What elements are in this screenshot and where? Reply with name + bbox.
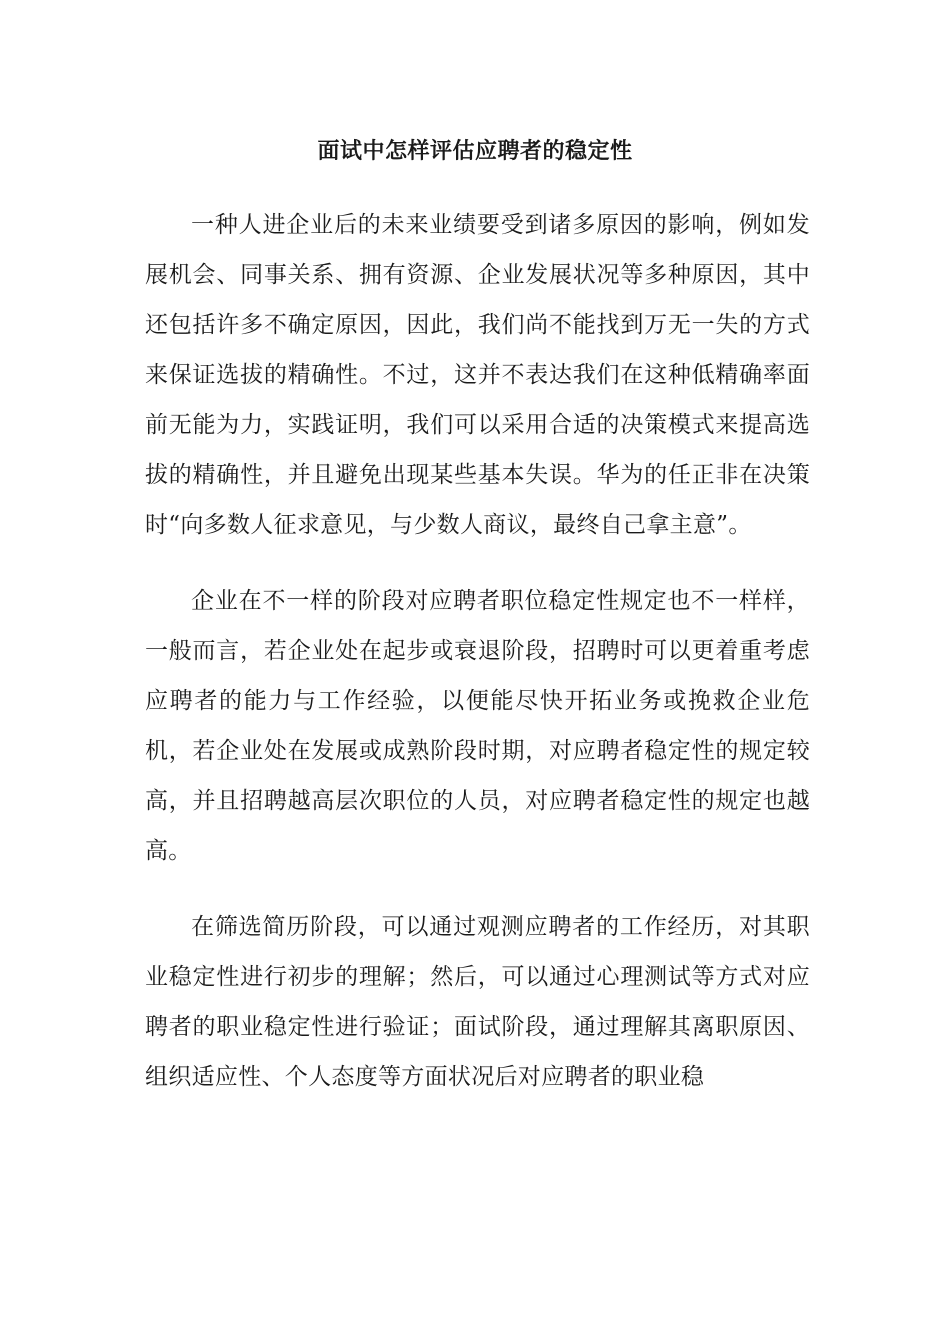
- paragraph-2: 企业在不一样的阶段对应聘者职位稳定性规定也不一样样，一般而言，若企业处在起步或衰退阶段，招聘时可以更着重考虑应聘者的能力与工作经验，以便能尽快开拓业务或挽救企业危机，若企业处在发展或成熟阶段时期，对应聘者稳定性的规定较高，并且招聘越高层次职位的人员，对应聘者稳定性的规定也越高。: [145, 588, 810, 864]
- paragraph-1: 一种人进企业后的未来业绩要受到诸多原因的影响，例如发展机会、同事关系、拥有资源、企业发展状况等多种原因，其中还包括许多不确定原因，因此，我们尚不能找到万无一失的方式来保证选拔的精确性。不过，这并不表达我们在这种低精确率面前无能为力，实践证明，我们可以采用合适的决策模式来提高选拔的精确性，并且避免出现某些基本失误。华为的任正非在决策时“向多数人征求意见，与少数人商议，最终自己拿主意”。: [145, 212, 810, 538]
- document-title: 面试中怎样评估应聘者的稳定性: [317, 138, 633, 164]
- paragraph-3: 在筛选简历阶段，可以通过观测应聘者的工作经历，对其职业稳定性进行初步的理解；然后，可以通过心理测试等方式对应聘者的职业稳定性进行验证；面试阶段，通过理解其离职原因、组织适应性、个人态度等方面状况后对应聘者的职业稳: [145, 914, 810, 1090]
- document-body: [145, 200, 810, 1128]
